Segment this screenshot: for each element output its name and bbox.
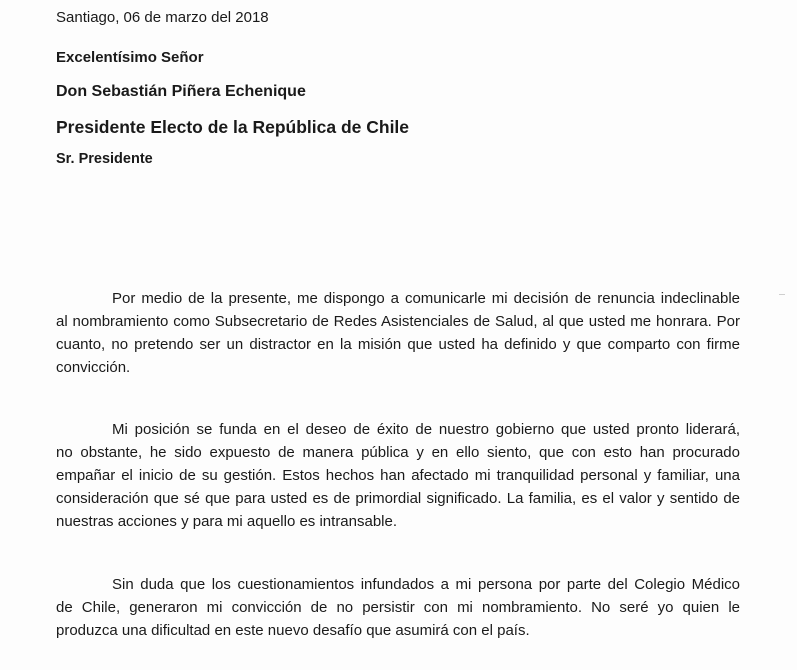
paragraph-line: produzca una dificultad en este nuevo desafío que asumirá con el país. (56, 622, 530, 639)
paragraph-line: de Chile, generaron mi convicción de no persistir con mi nombramiento. No seré yo quien le (56, 599, 740, 616)
salutation-greeting: Sr. Presidente (56, 151, 153, 167)
paragraph-position (56, 418, 740, 533)
paragraph-line: nuestras acciones y para mi aquello es intransable. (56, 513, 398, 530)
letter-date: Santiago, 06 de marzo del 2018 (56, 9, 269, 26)
salutation-honorific: Excelentísimo Señor (56, 49, 204, 66)
salutation-recipient-name: Don Sebastián Piñera Echenique (56, 83, 306, 100)
paragraph-line: no obstante, he sido expuesto de manera pública y en ello siento, que con esto han procurado (56, 444, 740, 461)
paragraph-line: Por medio de la presente, me dispongo a comunicarle mi decisión de renuncia indeclinable (112, 290, 740, 307)
salutation-recipient-title: Presidente Electo de la República de Chile (56, 117, 410, 137)
paragraph-line: consideración que sé que para usted es de primordial significado. La familia, es el valor y sentido de (56, 490, 740, 507)
paragraph-colegio-medico (56, 573, 740, 642)
paragraph-line: convicción. (56, 359, 131, 376)
paragraph-line: empañar el inicio de su gestión. Estos hechos han afectado mi tranquilidad personal y familiar, una (56, 467, 740, 484)
paragraph-line: al nombramiento como Subsecretario de Redes Asistenciales de Salud, al que usted me honrara. Por (56, 313, 740, 330)
paragraph-line: Mi posición se funda en el deseo de éxito de nuestro gobierno que usted pronto liderará, (112, 421, 740, 438)
paragraph-line: Sin duda que los cuestionamientos infundados a mi persona por parte del Colegio Médico (112, 576, 740, 593)
paragraph-line: cuanto, no pretendo ser un distractor en la misión que usted ha definido y que comparto con firme (56, 336, 740, 353)
scan-edge-mark (779, 294, 785, 295)
paragraph-resignation (56, 287, 740, 379)
